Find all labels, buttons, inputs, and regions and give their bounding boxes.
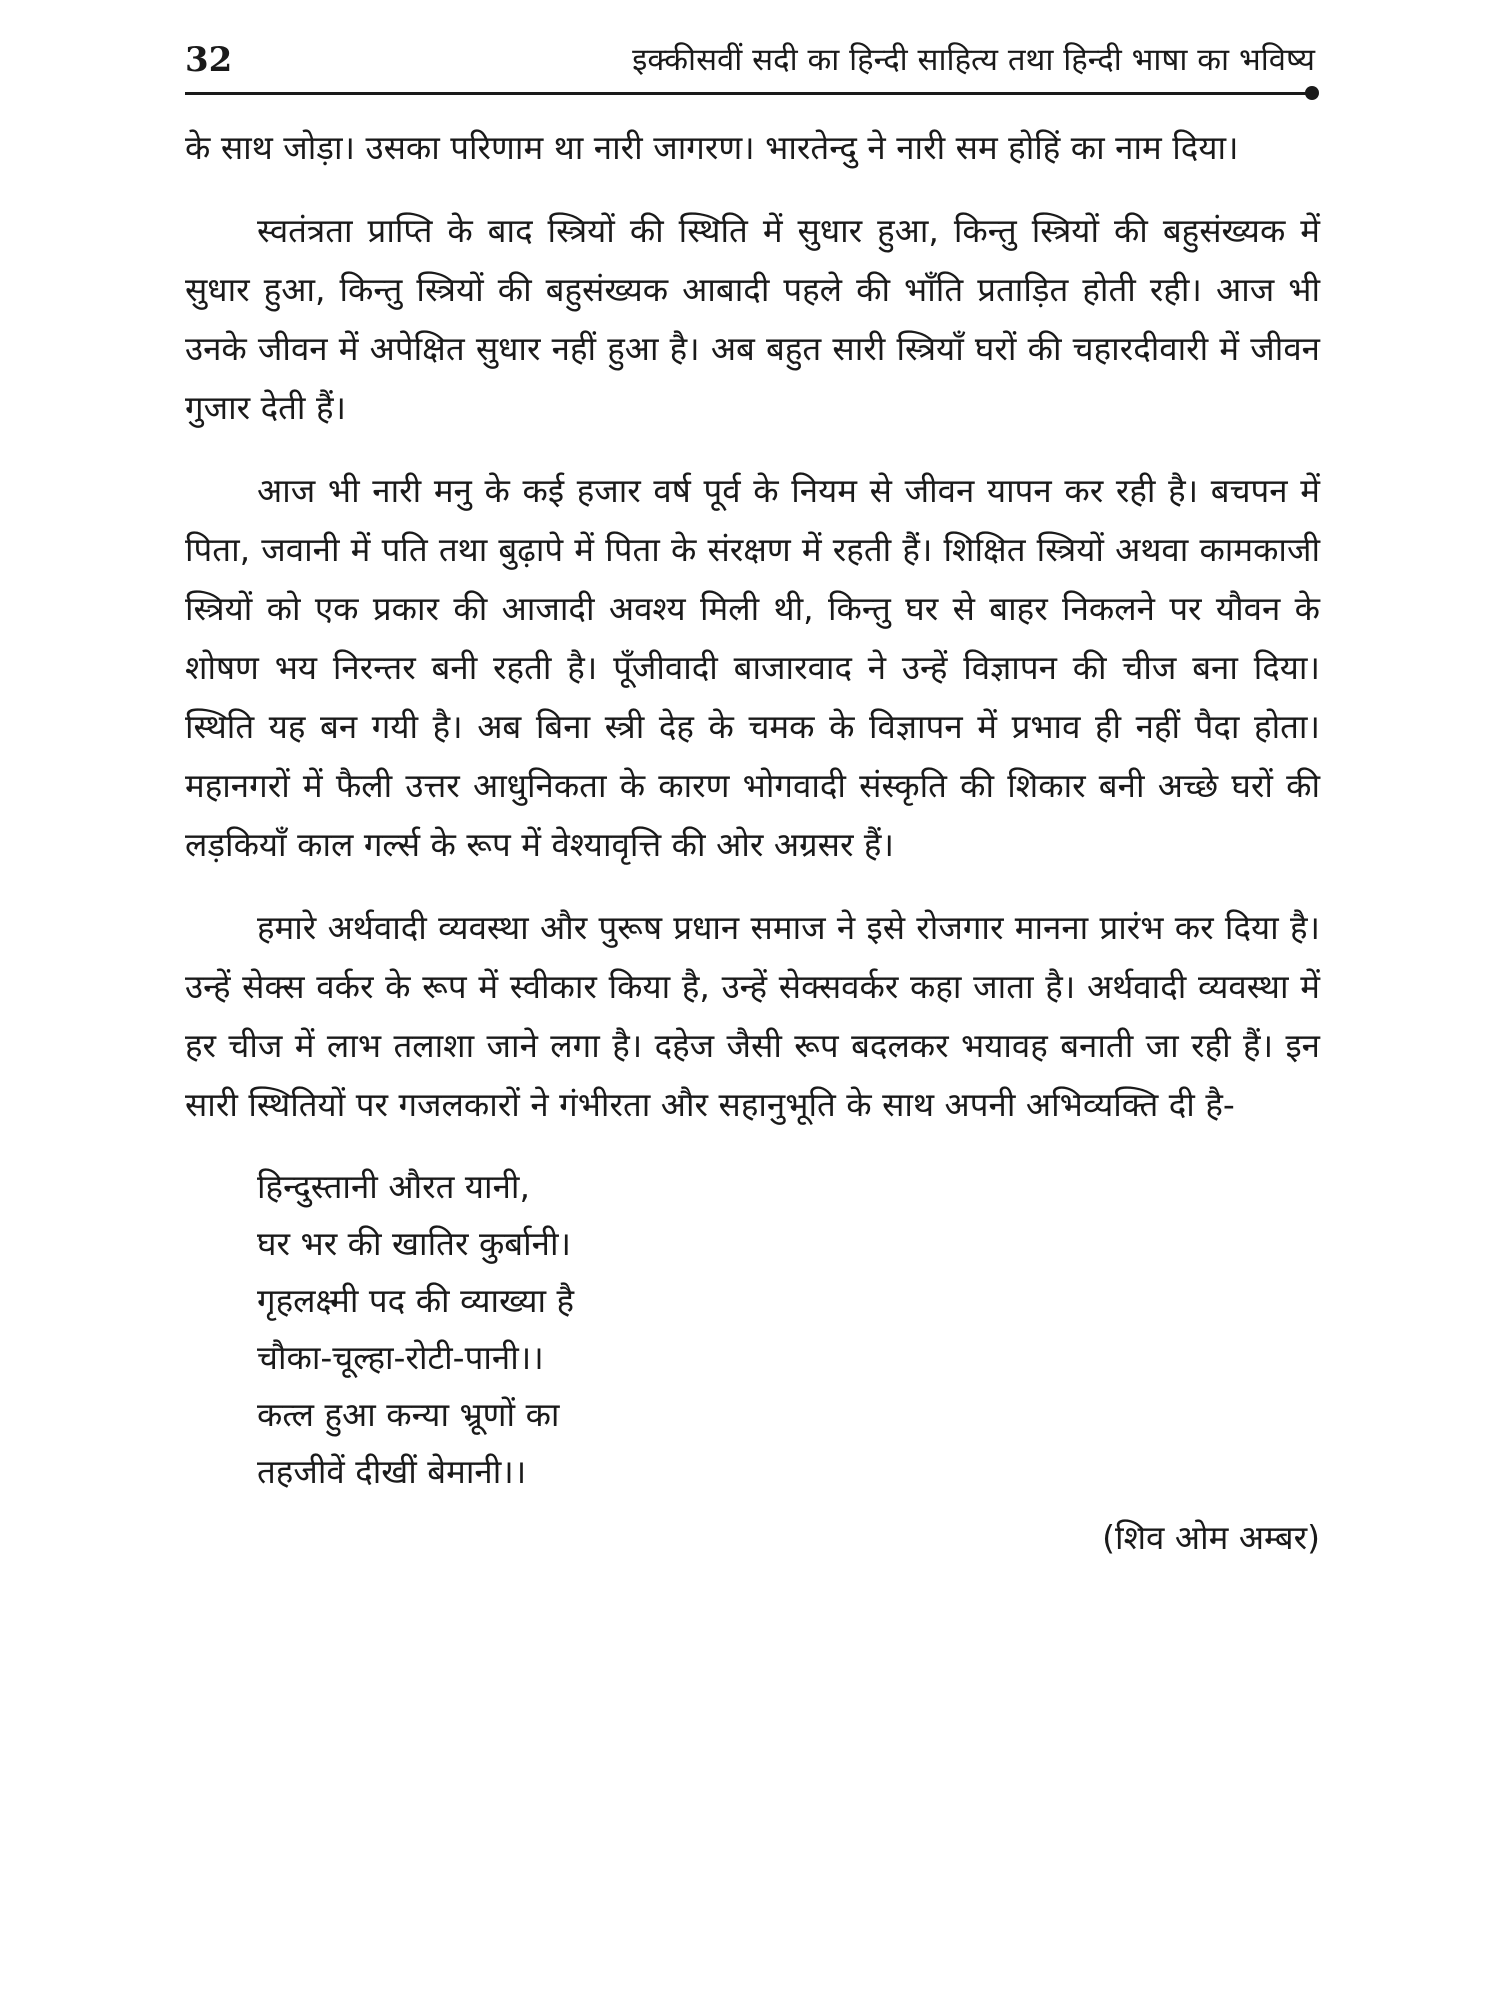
page-number: 32 <box>185 40 233 80</box>
paragraph-continuation: के साथ जोड़ा। उसका परिणाम था नारी जागरण। भारतेन्दु ने नारी सम होहिं का नाम दिया। <box>185 128 1239 167</box>
verse-line: तहजीवें दीखीं बेमानी।। <box>257 1452 527 1491</box>
verse-line: कत्ल हुआ कन्या भ्रूणों का <box>257 1395 560 1434</box>
verse-line: घर भर की खातिर कुर्बानी। <box>257 1224 572 1263</box>
header-rule <box>185 92 1310 95</box>
verse-attribution: (शिव ओम अम्बर) <box>1102 1518 1320 1557</box>
running-title: इक्कीसवीं सदी का हिन्दी साहित्य तथा हिन्दी भाषा का भविष्य <box>632 42 1315 78</box>
header-rule-dot <box>1305 86 1319 100</box>
paragraph: हमारे अर्थवादी व्यवस्था और पुरूष प्रधान समाज ने इसे रोजगार मानना प्रारंभ कर दिया है। उन्हें सेक्स वर्कर के रूप में स्वीकार किया है, उन्हें सेक्सवर्कर कहा जाता है। अर्थवादी व्यवस्था में हर चीज में लाभ तलाशा जाने लगा है। दहेज जैसी रूप बदलकर भयावह बनाती जा रही हैं। इन सारी स्थितियों पर गजलकारों ने गंभीरता और सहानुभूति के साथ अपनी अभिव्यक्ति दी है- <box>185 908 1320 1124</box>
paragraph: स्वतंत्रता प्राप्ति के बाद स्त्रियों की स्थिति में सुधार हुआ, किन्तु स्त्रियों की बहुसंख्यक में सुधार हुआ, किन्तु स्त्रियों की बहुसंख्यक आबादी पहले की भाँति प्रताड़ित होती रही। आज भी उनके जीवन में अपेक्षित सुधार नहीं हुआ है। अब बहुत सारी स्त्रियाँ घरों की चहारदीवारी में जीवन गुजार देती हैं। <box>185 211 1320 427</box>
verse-block <box>257 1158 1320 1500</box>
verse-line: चौका-चूल्हा-रोटी-पानी।। <box>257 1338 544 1377</box>
verse-line: हिन्दुस्तानी औरत यानी, <box>257 1167 530 1206</box>
paragraph: आज भी नारी मनु के कई हजार वर्ष पूर्व के नियम से जीवन यापन कर रही है। बचपन में पिता, जवानी में पति तथा बुढ़ापे में पिता के संरक्षण में रहती हैं। शिक्षित स्त्रियों अथवा कामकाजी स्त्रियों को एक प्रकार की आजादी अवश्य मिली थी, किन्तु घर से बाहर निकलने पर यौवन के शोषण भय निरन्तर बनी रहती है। पूँजीवादी बाजारवाद ने उन्हें विज्ञापन की चीज बना दिया। स्थिति यह बन गयी है। अब बिना स्त्री देह के चमक के विज्ञापन में प्रभाव ही नहीं पैदा होता। महानगरों में फैली उत्तर आधुनिकता के कारण भोगवादी संस्कृति की शिकार बनी अच्छे घरों की लड़कियाँ काल गर्ल्स के रूप में वेश्यावृत्ति की ओर अग्रसर हैं। <box>185 471 1320 864</box>
page-header <box>185 38 1315 88</box>
verse-line: गृहलक्ष्मी पद की व्याख्या है <box>257 1281 575 1320</box>
body-text <box>185 118 1320 1567</box>
